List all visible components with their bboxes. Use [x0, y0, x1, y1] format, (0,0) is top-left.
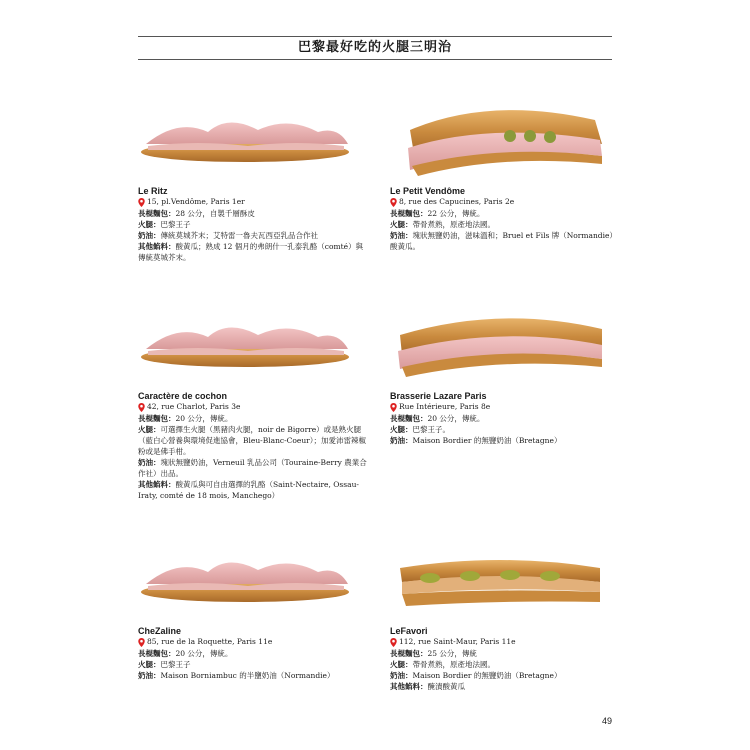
detail-text: 傳統莫城芥末；艾特雷一魯夫瓦西亞乳品合作社 — [160, 231, 318, 240]
detail-line — [390, 413, 620, 424]
map-pin-icon — [138, 638, 145, 647]
address-text: 8, rue des Capucines, Paris 2e — [399, 197, 515, 206]
detail-label: 火腿： — [390, 660, 413, 669]
address-text: 42, rue Charlot, Paris 3e — [147, 402, 241, 411]
detail-label: 火腿： — [138, 425, 161, 434]
detail-text: 醃漬酸黃瓜 — [427, 682, 465, 691]
address-text: Rue Intérieure, Paris 8e — [399, 402, 491, 411]
detail-text: 可選擇生火腿（黑豬肉火腿，noir de Bigorre）或是熟火腿（藍白心營養與環境促進協會，Bleu-Blanc-Coeur）；加愛沛雷辣椒粉或是佛手柑。 — [138, 425, 367, 456]
detail-line — [138, 670, 368, 681]
detail-text: 巴黎王子 — [160, 220, 191, 229]
detail-line — [138, 648, 368, 659]
address-text: 85, rue de la Roquette, Paris 11e — [147, 637, 273, 646]
shop-address — [138, 636, 368, 648]
detail-label: 火腿： — [390, 425, 413, 434]
detail-line — [390, 670, 620, 681]
detail-text: 巴黎王子 — [160, 660, 191, 669]
detail-line — [138, 479, 368, 501]
detail-line — [390, 230, 620, 241]
address-text: 15, pl.Vendôme, Paris 1er — [147, 197, 245, 206]
detail-line — [390, 435, 620, 446]
detail-label: 長棍麵包： — [138, 209, 176, 218]
detail-text: 20 公分，傳統。 — [175, 414, 233, 423]
shop-address — [138, 401, 368, 413]
detail-label: 奶油： — [138, 458, 161, 467]
shop-address — [390, 196, 620, 208]
detail-text: 酸黃瓜與可自由選擇的乳酪（Saint-Nectaire, Ossau-Iraty, comté de 18 mois, Manchego） — [138, 480, 359, 500]
sandwich-photo — [390, 305, 605, 385]
detail-label: 火腿： — [138, 660, 161, 669]
map-pin-icon — [390, 638, 397, 647]
detail-text: 20 公分，傳統。 — [175, 649, 233, 658]
sandwich-photo — [138, 305, 353, 385]
shop-address — [390, 636, 620, 648]
detail-text: Maison Bordier 的無鹽奶油（Bretagne） — [412, 671, 562, 680]
map-pin-icon — [138, 403, 145, 412]
detail-line — [138, 659, 368, 670]
detail-line — [390, 659, 620, 670]
detail-text: 帶骨煮熟，原產地法國。 — [412, 660, 495, 669]
detail-text: Maison Borniambuc 的半鹽奶油（Normandie） — [160, 671, 335, 680]
detail-label: 長棍麵包： — [390, 649, 428, 658]
detail-label: 奶油： — [390, 231, 413, 240]
detail-text: 22 公分，傳統。 — [427, 209, 485, 218]
detail-label: 火腿： — [390, 220, 413, 229]
shop-name: LeFavori — [390, 626, 428, 636]
detail-text: Maison Bordier 的無鹽奶油（Bretagne） — [412, 436, 562, 445]
shop-address — [390, 401, 620, 413]
detail-text: 帶骨煮熟，原產地法國。 — [412, 220, 495, 229]
shop-name: Caractère de cochon — [138, 391, 228, 401]
sandwich-photo — [390, 100, 605, 180]
sandwich-entry — [390, 540, 620, 692]
detail-label: 其他餡料： — [138, 242, 176, 251]
detail-text: 20 公分，傳統。 — [427, 414, 485, 423]
sandwich-entry — [138, 100, 368, 263]
detail-line — [390, 208, 620, 219]
detail-line — [138, 457, 368, 479]
sandwich-entry — [138, 305, 368, 501]
detail-line — [390, 681, 620, 692]
sandwich-entry — [390, 100, 620, 252]
detail-line — [138, 208, 368, 219]
detail-label: 長棍麵包： — [390, 414, 428, 423]
detail-text: 塊狀無鹽奶油，滋味溫和；Bruel et Fils 牌（Normandie） — [412, 231, 617, 240]
map-pin-icon — [138, 198, 145, 207]
detail-text: 酸黃瓜；熟成 12 個月的弗朗什一孔泰乳酪（comté）與傳統莫城芥末。 — [138, 242, 364, 262]
page-title: 巴黎最好吃的火腿三明治 — [138, 36, 612, 60]
detail-text: 塊狀無鹽奶油，Verneuil 乳品公司（Touraine-Berry 農業合作社）出品。 — [138, 458, 367, 478]
sandwich-photo — [138, 100, 353, 180]
sandwich-photo — [138, 540, 353, 620]
detail-line — [390, 424, 620, 435]
detail-label: 奶油： — [138, 231, 161, 240]
detail-label: 奶油： — [390, 671, 413, 680]
shop-name: Brasserie Lazare Paris — [390, 391, 487, 401]
detail-label: 火腿： — [138, 220, 161, 229]
detail-text: 酸黃瓜。 — [390, 242, 420, 251]
detail-line — [390, 241, 620, 252]
detail-line — [138, 241, 368, 263]
page-number: 49 — [601, 716, 612, 726]
map-pin-icon — [390, 403, 397, 412]
detail-line — [390, 219, 620, 230]
detail-label: 其他餡料： — [138, 480, 176, 489]
shop-name: Le Petit Vendôme — [390, 186, 466, 196]
detail-text: 28 公分，自製千層酥皮 — [175, 209, 255, 218]
map-pin-icon — [390, 198, 397, 207]
detail-text: 25 公分，傳統 — [427, 649, 477, 658]
detail-label: 其他餡料： — [390, 682, 428, 691]
detail-line — [138, 424, 368, 457]
detail-label: 奶油： — [390, 436, 413, 445]
detail-line — [138, 219, 368, 230]
detail-label: 長棍麵包： — [138, 414, 176, 423]
detail-label: 長棍麵包： — [390, 209, 428, 218]
shop-name: Le Ritz — [138, 186, 168, 196]
detail-line — [138, 230, 368, 241]
detail-text: 巴黎王子。 — [412, 425, 450, 434]
detail-label: 奶油： — [138, 671, 161, 680]
sandwich-entry — [138, 540, 368, 681]
detail-line — [390, 648, 620, 659]
sandwich-entry — [390, 305, 620, 446]
detail-label: 長棍麵包： — [138, 649, 176, 658]
shop-address — [138, 196, 368, 208]
sandwich-photo — [390, 540, 605, 620]
detail-line — [138, 413, 368, 424]
shop-name: CheZaline — [138, 626, 182, 636]
address-text: 112, rue Saint-Maur, Paris 11e — [399, 637, 516, 646]
